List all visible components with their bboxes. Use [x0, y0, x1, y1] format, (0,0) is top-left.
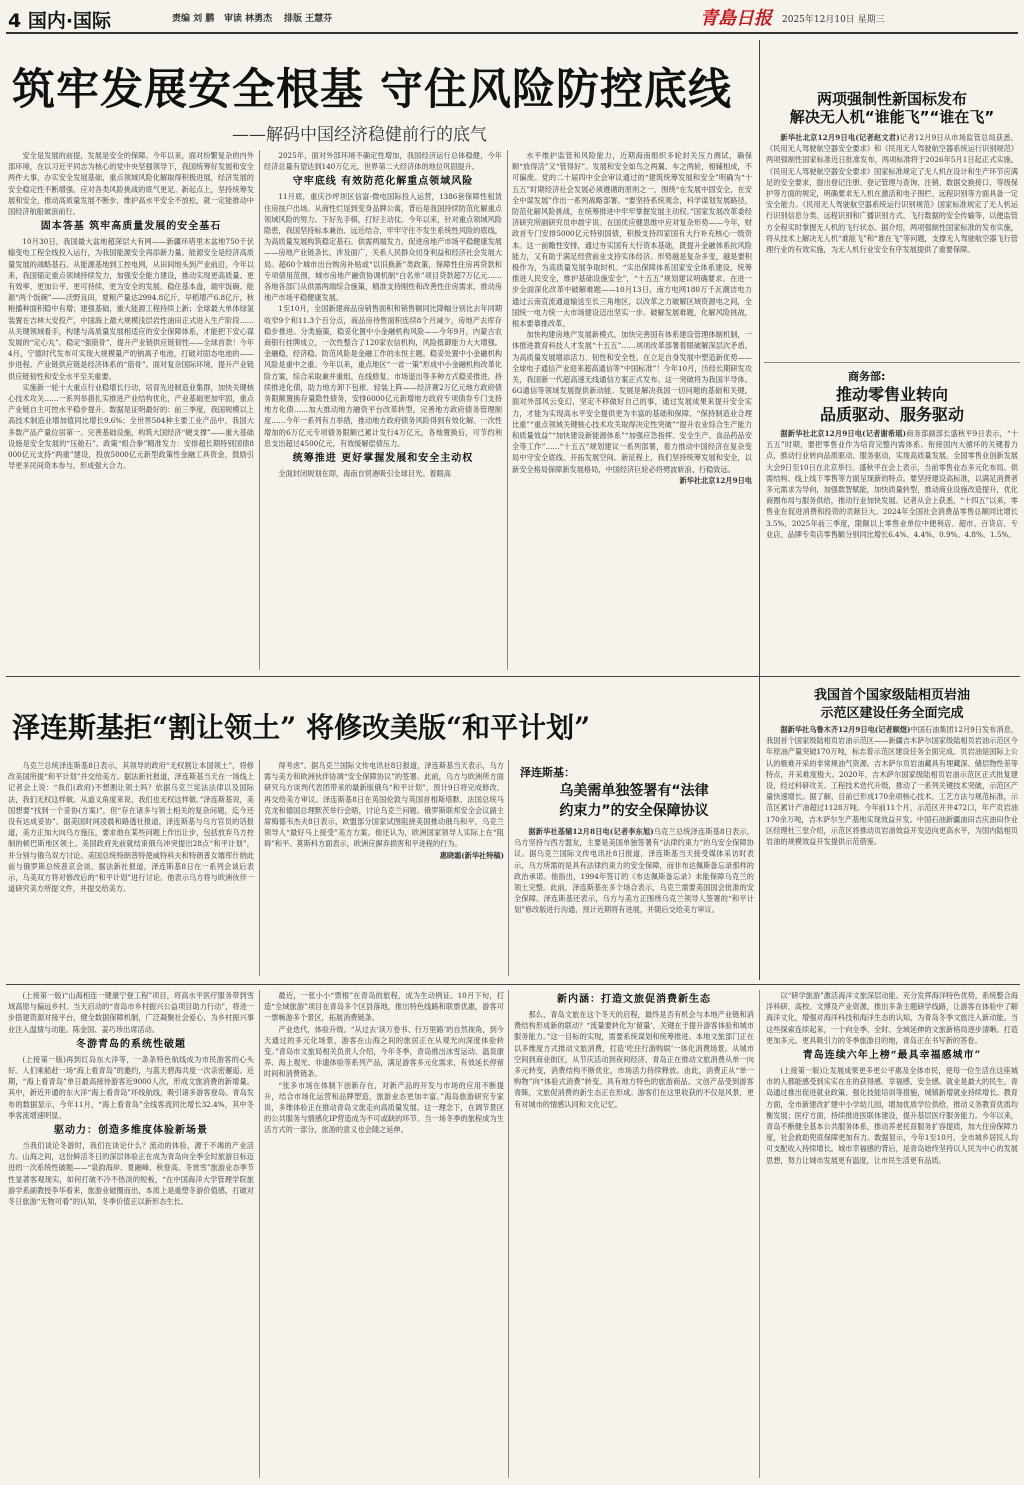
bottom-c2-p3: “张多市场在体制下创新存在，对新产品的开发与市场的应用不断提升，结合市场化运营和品牌塑造，旅游业态更加丰富。”海岛旅游研究专家说，多维体验正在推动青岛文旅走向高质量发展。这一理念下，在调节景区的公共服务与情感化IP营造成为不可或缺的环节。当一场冬季的旅程成为生活方式的一部分，旅游的意义也会随之延伸。: [264, 1080, 504, 1135]
retail-kicker: 商务部:: [848, 370, 886, 383]
zelensky-c1-text: 乌克兰总统泽连斯基8日表示，其领导的政府“无权割让本国领土”，将修改美国所提“和平计划”并交给美方。据法新社报道，泽连斯基当天在一场线上记者会上说：“我们(政府)不想割让领土吗？依据乌克兰宪法法律以及国际法，我们无权这样做。从道义角度来说，我们也无权这样做。”泽连斯基说，美国想要“找到一个妥协(方案)”，但“存在诸多与领土相关的复杂问题，迄今还没有达成妥协”。据美国时间凌晨和路透社报道，泽连斯基与乌方官员的话报道，美方正加大向乌方施压，要求他在某些问题上作出让步，包括放弃乌方控制的顿巴斯地区领土。美国政府先前就结束俄乌冲突提出28点“和平计划”，并分别与俄乌双方讨论。美国总统特朗普特使威特科夫和特朗普女婿库什纳此前与俄罗斯总统普京会谈。据法新社报道，泽连斯基8日在一系列会谈后表示，乌美双方将对修改后的“和平计划”进行讨论。他表示乌方将与欧洲伙伴一道研究美方所提文件，并提交给美方。: [8, 761, 254, 894]
retail-headline-2: 品质驱动、服务驱动: [819, 405, 964, 424]
bottom-c1-p3: 当我们谈论冬游时，我们在谈论什么？流动的体验，源于不竭的产业活力。山海之间，这份鲜活冬日的深层体验正在成为青岛向全季全时旅游目标迈进的一次系统性破题——“泉韵海岸、夏融峰、秋登高、冬赏雪”旅游业态季节性显著客观现实，如何打破不冷不热淡的短板，“在中国海洋大学管理学院旅游学系副教授李华看来，旅游业破圈而出，本质上是重塑冬游价值感，打破对冬日旅游“无物可看”的认知，冬季价值正以新形态生长。: [8, 1141, 254, 1207]
reviewer: 审读 林勇杰: [224, 14, 273, 24]
lead-column-1: [8, 150, 254, 672]
bottom-column-4: [766, 990, 1018, 1480]
shale-oil-body: [766, 724, 1018, 976]
lead-subhead-1: 固本答基 筑牢高质量发展的安全基石: [40, 221, 222, 233]
zelensky-column-2: [264, 760, 504, 978]
lead-signature: 新华社北京12月9日电: [679, 475, 752, 485]
section-divider: [6, 676, 1020, 677]
drone-standard-body: [766, 132, 1018, 358]
col-divider: [259, 990, 260, 1478]
shale-oil-dateline: 据新华社乌鲁木齐12月9日电(记者顾煜): [780, 725, 911, 734]
bottom-c3-p1: 那么，青岛文旅在这个冬天的启程，最终是否有机会与本地产业链和消费结构形成新的联动？“流量要转化为‘留量’，关键在于提升游客体验和城市服务能力。”这一目标的实现，需要系统谋划和统筹推进。本地文旅部门正在以多维度方式推动文旅消费，打造‘吃住行游购娱’一体化消费场景。从城市空间到商业街区，从节庆活动到夜间经济，青岛正在推动文旅消费从单一向多元转变，消费结构不断优化，市场活力持续释放。由此，消费正从“单一购物”向“体验式消费”转变。具有地方特色的旅游商品、文创产品受到游客青睐，文旅促消费的新生态正在形成。游客们在这里收获的不仅是风景，更有对城市的情感认同和文化记忆。: [514, 1010, 754, 1109]
col-divider: [508, 990, 509, 1478]
issue-date: 2025年12月10日: [782, 15, 855, 25]
drone-standard-headline-1: 两项强制性新国标发布: [816, 90, 967, 108]
bottom-subhead-3: 新内涵：打造文旅促消费新生态: [557, 994, 711, 1005]
lead-subhead-3: 统筹推进 更好掌握发展和安全主动权: [292, 453, 474, 465]
col-divider: [507, 150, 508, 670]
bottom-subhead-1: 冬游青岛的系统性破题: [76, 1038, 186, 1050]
drone-standard-text: 记者12月9日从市场监管总局获悉，《民用无人驾驶航空器安全要求》和《民用无人驾驶航空器系统运行识别规范》两项强制性国家标准近日批准发布，两项标准将于2026年5月1日起正式实施。《民用无人驾驶航空器安全要求》国家标准规定了无人机在设计和生产环节应满足的安全要求，提出登记注册、登记管理与查询、注销、数据交换接口、等级保护等方面的规定，明确要求无人机在激活和电子围栏、远程识别等方面具备一定安全能力。《民用无人驾驶航空器系统运行识别规范》国家标准规定了无人机运行识别信息分类、远程识别和广播识别方式、飞行数据的安全传输等，以便监管方全程实时掌握无人机的飞行状态。据介绍，两项强制性国家标准的发布实施，将从技术上解决无人机“谁能飞”和“谁在飞”等问题，支撑无人驾驶航空器飞行管理行业的有效实施，为无人机行业安全有序发展提供了重要保障。: [766, 133, 1018, 255]
lead-c1-p2: 10月30日，我国最大盆地超深层大有网——新疆环塔里木盆地750千伏输变电工程全线投入运行，为我国能源安全再添新力量。能源安全是经济高质量发展的战略基石。从能源基地到工控电网，从田间地头到产业前沿，今年以来，我国锚定重点领域持续发力，加强安全能力建设，推动实现更高质量、更有效率、更加公平、更可持续、更为安全的发展。稳住基本盘，端牢饭碗、能源“两个饭碗”——沃野良田，夏粮产量达2994.8亿斤，早稻增产6.8亿斤，秋粮播种面积稳中有增；建强基础，重大能源工程持续上新；全球最大单体绿氢装置在吉林大安投产，中国海上最大规模浅层岩性油田正式进入生产阶段……从关键领域看手，构建与高质量发展相适应的安全保障体系，才能把下安心谋发展的“定心丸”。稳定“强筋骨”，提升产业链供应链韧性——全球首款！今年4月，宁德时代发布可实现大规模量产的钠离子电池，打破对固态电池的——步进程。产业链供应链是经济体系的“筋骨”。面对复杂国际环境，提升产业链供应链韧性和安全水平至关重要。: [8, 237, 254, 381]
lead-subtitle: ——解码中国经济稳健前行的底气: [232, 125, 487, 145]
lead-headline: 筑牢发展安全根基 守住风险防控底线: [12, 65, 732, 115]
lead-c2-p1: 2025年，面对外部环境不确定性增加，我国经济运行总体稳健，今年经济总量有望达到140万亿元，世界第二大经济体的地位巩固提升。: [264, 151, 502, 172]
col-divider: [759, 990, 760, 1478]
lead-c2-p3: 1至10月，全国新建商品房销售面积和销售额同比降幅分别比去年同期收窄9个和11.3个百分点，商品房待售面积连续8个月减少，房地产去库存稳步推进。分类施策，稳妥化置中小金融机构风险——今年9月，内蒙古农商银行挂牌成立，一次性整合了120家农信机构，风险抵御能力大大增强。金融稳，经济稳。防范风险是金融工作的永恒主题。稳妥处置中小金融机构风险是重中之重。今年以来，重点地区“一省一策”形成中小金融机构改革化险方案，综合采取兼并重组、在线修复、市场退出等多种方式稳妥推进。持续推进化债，助力地方卸下包袱、轻装上阵——经济赛2万亿元地方政府债务限额置换存量隐性债务，安排6000亿元新增地方政府专项债券专门支持地方化债……加大推动地方融资平台改革转型，完善地方政府债务管理制度……今年一系列有力举措，推动地方政府债务风险得到有效化解。一次性增加的6万亿元专项债务限额已累计发行4万亿元，各地置换后，可节约利息支出超过4500亿元，有效缓解偿债压力。: [264, 304, 502, 448]
lead-c3-p1: 水平维护监管和风险能力，近期海南组织多轮封关压力测试，确保顺“放得活”又“管得好”。发展和安全如鸟之两翼、车之两轮，相辅相成，不可偏废。党的二十届四中全会审议通过的“建筑统筹发展和安全”明确为“十五五”时期经济社会发展必须遵循的原则之一，围绕“在发展中固安全，在安全中谋发展”作出一系列战略部署。“要坚持系统观念，科学谋划发展路径，防范化解风险挑战，在统筹推进中牢牢掌握发展主动权。”国家发展改革委经济研究所副研究员申晨宇说。在国优应健思维中应对复杂形势——今年，财政首专门安排5000亿元特别国债，积极支持四家国有大行补充核心一级资本。这一前瞻性安排，通过夯实国有大行资本基础，既提升金融体系抗风险能力，又有助于满足经营前业支持实体经济。形势越是复杂多变，越是要积极作为，为高质量发展争取时机。“实出保障体系国家安全体系建设，统筹推进人民安全，维护基础设施安全”，“十五五”规划建议明确要求。在进一步全面深化改革中破解难题——10月13日，南方电网180万千瓦潮洁电力通过云南直流通道输送至长三角地区，以改革之力破解区域资源电之间，全国统一电力统一大市场建设迈出坚实一步。破解发展难题，化解风险挑战，根本要靠推改革。: [512, 151, 752, 329]
section-divider: [764, 362, 1020, 363]
drone-standard-headline-2: 解决无人机“谁能飞”“谁在飞”: [789, 108, 995, 126]
lead-c2-p4: 全面封闭规划在即，海南自贸港吸引全球目光。着眼高: [278, 469, 451, 479]
lead-column-3: [512, 150, 752, 672]
security-dateline: 据新华社基辅12月8日电(记者李东旭): [528, 827, 654, 836]
duty-editor: 责编 刘 鹏: [172, 14, 215, 24]
page-number-section: 4 国内·国际: [8, 10, 112, 32]
bottom-c2-p2: 产业迭代，体验升级。“从过去‘读万卷书、行万里路’的自然视角，到今天通过的多元化场景，游客在山海之间的旅居正在从观光向深度体验转变。”青岛市文旅局相关负责人介绍，今年冬季，青岛推出冰雪运动、温泉康养、海上观光、非遗体验等系列产品，满足游客多元化需求，有效延长停留时间和消费链条。: [264, 1024, 504, 1079]
zelensky-signature: 惠晓霜(新华社特稿): [439, 850, 504, 860]
drone-standard-dateline: 新华社北京12月9日电(记者赵文君): [780, 133, 900, 142]
lead-c1-p1: 安全是发展的前提，发展是安全的保障。今年以来，面对纷繁复杂的内外部环境，在以习近平同志为核心的党中央坚强领导下，我国统筹好发展和安全两件大事，办实安全发展基础，重点领域风险化解取得积极进展，经济发展的安全稳定性不断增强，应对各类风险挑战的底气更足。新起点上，坚持统筹发展和安全，推动高质量发展不断步，维护高水平安全不放松，就一定能推动中国经济航船破浪前行。: [8, 151, 254, 217]
retail-headline-1: 推动零售业转向: [835, 385, 948, 404]
bottom-c4-p1: 以“研学旅游”激活海洋文旅深层动能。充分发挥海洋特色优势，系统整合海洋科研、高校、文博及产业资源，推出多条主题研学线路，让游客在体验中了解海洋文化，增强对海洋科技和海洋生态的认知，为青岛冬季文旅注入新动能。当这些探索连续起来，一个向全季、全时、全域延伸的文旅新格局逐步清晰。打造更加多元、更具吸引力的冬季旅游目的地，青岛正在书写新的答卷。: [766, 991, 1018, 1045]
section-divider: [6, 984, 1020, 985]
bottom-c1-p2: (上接第一版)再到红岛东大洋等，一条条特色航线成为市民游客的心头好。人们乘船赶一场“海上看青岛”的邀约，与蓝天碧海共度一次亲密邂逅。近期，“海上看青岛”单日最高接待游客近9000人次，形成文旅消费的新增量。其中，新近开通的东大洋“海上看青岛”环线航线，吸引诸多游客登岛。青岛发布的数据显示，今年11月，“海上看青岛”全线客流同比增长32.4%，其中冬季客流增速明显。: [8, 1054, 254, 1120]
newspaper-logo: 青島日报: [700, 8, 772, 29]
zelensky-headline: 泽连斯基拒“割让领土” 将修改美版“和平计划”: [12, 711, 591, 744]
security-kicker: 泽连斯基：: [520, 766, 575, 779]
bottom-column-3: [514, 990, 754, 1480]
security-headline-2: 约束力”的安全保障协议: [559, 803, 709, 819]
layout-editor: 排版 王慧芬: [284, 14, 333, 24]
security-body: [514, 826, 754, 976]
lead-column-2: [264, 150, 502, 672]
shale-oil-headline-2: 示范区建设任务全面完成: [820, 706, 964, 721]
zelensky-c2-text: 得考虑”。据乌克兰国际文传电讯社8日报道，泽连斯基当天表示，乌方需与美方和欧洲伙伴协调“安全保障协议”的签署。此前，乌方与欧洲所方面研究乌方谈判代表团带来的最新版俄乌“和平计划”，预计9日将完成修改，再交给美方审议。泽连斯基8日在英国伦敦与英国首相斯塔默、法国总统马克龙和德国总理默茨举行会晤，讨论乌克兰问题。俄罗斯联邦安全会议副主席梅德韦杰夫8日表示，欧盟部分国家试图阻挠美国推动俄乌和平，乌克兰领导人“最好马上接受”美方方案。他还认为，欧洲国家领导人实际上在“阻碍”和平。莫斯科方面表示，欧洲应摒弃损害和平进程的行为。: [264, 761, 504, 849]
col-divider: [759, 40, 760, 980]
lead-subhead-2: 守牢底线 有效防范化解重点领域风险: [292, 176, 474, 188]
bottom-column-1: [8, 990, 254, 1480]
lead-c2-p2: 11月底，重庆沙坪坝区信富·微电国际投入运营，1386套保障性租赁住房按户出场。从商性烂尾到变身品牌公寓，背后是我国持续防范化解重点领域风险的努力。下好先手棋，打好主动仗。今年以来，针对重点领域风险隐患，我国坚持标本兼治、远近结合，牢牢守住不发生系统性风险的底线，为高质量发展构筑稳定基石。供需两端发力，促进房地产市场平稳健康发展——房地产业链条长、涉及面广，关系人民群众切身利益和经济社会发展大局。超60个城市出台购房补贴或“以旧换新”类政策，保障性住房再贷款和专项债用范围，城市房地产融资协调机制“白名单”项目贷款超7万亿元……各地各部门从供需两端综合施策，精准支持刚性和改善性住房需求，推动房地产市场平稳健康发展。: [264, 192, 502, 303]
shale-oil-text: 中国石油集团12月9日发布消息，我国首个国家级陆相页岩油示范区——新疆吉木萨尔国家级陆相页岩油示范区今年原油产量突破170万吨，标志着示范区建设任务全面完成。页岩油是国际上公认的极难开采的非常规油气资源。吉木萨尔页岩油藏具有埋藏深、储层物性差等特点，开采难度极大。2020年，吉木萨尔国家级陆相页岩油示范区正式批复建设，经过科研攻关、工程技术迭代升级，推动了一系列关键技术突破，示范区产量快速增长。据了解，目前已形成170余项核心技术、工艺方法与规范标准，示范区累计产油超过1128万吨。今年前11个月，示范区开井472口，年产页岩油170余万吨，吉木萨尔生产基地实现效益开发。中国石油新疆油田吉庆油田作业区经理杜三堂介绍，示范区将推动页岩油效益开发迈向更高水平，为国内陆相页岩油的规模效益开发提供示范借鉴。: [766, 725, 1018, 847]
lead-c3-p2: 加快构建房地产发展新模式，加快完善国有体系建设管理体制机制，一体推进教育科技人才发展“十五五”……项项改革部署着眼破解深层次矛盾，为高质量发展增添活力、韧性和安全性。在立足自身发展中塑造新优势——全球电子通信产业迎来超高通信等“中国标准”！今年10月，历经长期研发攻关，我国新一代超高速无线通信方案正式发布。这一突破将为我国半导体、6G通信等领域发展提供新动能。发展是解决我国一切问题的基础和关键。面对外部风云变幻，坚定不移做好自己的事，通过发展成果来提升安全实力，才能为实现高水平安全提供更为丰富的基础和保障。“保持制造业合理比重”“重点领域关键核心技术攻关取得决定性突破”“提升农业综合生产能力和质量效益”“加快建设新能源体系”“加强应急指挥、安全生产、食品药品安全等工作”……“十五五”规划建议一系列部署，着力推动中国经济在复杂变局中守安全底线、开拓发展空间。新征程上，我们坚持统筹发展和安全，以新安全格局保障新发展格局，中国经济巨轮必将劈波斩浪、行稳致远。: [512, 330, 752, 474]
header-rule: [6, 32, 1018, 34]
col-divider: [259, 150, 260, 670]
lead-c1-p3: 实施新一轮十大重点行业稳增长行动，培育先进制造业集群，加快关键核心技术攻关……一系列举措扎实推进产业结构优化，产业基础更加牢固，重点产业链自主可控水平稳步提升。数据是证明最好的：前三季度，我国规模以上高技术制造业增加值同比增长9.6%；全世界504种主要工业产品中，我国大多数产品产量位居第一。完善基础设施，构筑大国经济“硬支撑”——重大基础设施是安全发展的“压舱石”。政策“组合拳”精准发力：安排超长期特别国债8000亿元支持“两重”建设，投放5000亿元新型政策性金融工具资金，鼓励引导更多民间资本参与，形成强大合力。: [8, 382, 254, 471]
col-divider: [508, 760, 509, 976]
bottom-subhead-4: 青岛连续六年上榜“最具幸福感城市”: [802, 1050, 982, 1062]
retail-body: [766, 428, 1018, 670]
security-text: 乌克兰总统泽连斯基8日表示，乌方坚持与西方盟友，主要是美国单独签署有“法律约束力”的乌安全保障协议。据乌克兰国际文传电讯社8日报道，泽连斯基当天接受媒体采访时表示，乌方所需的是具有法律约束力的安全保障，而非布达佩斯备忘录那样的政治承诺。他指出，1994年签订的《布达佩斯备忘录》未能保障乌克兰的领土完整。此前，泽连斯基在多个场合表示，乌克兰需要美国国会批准的安全保障。泽连斯基还表示，乌方与美方正围绕乌克兰领导人签署的“和平计划”修改版进行沟通，预计近期将有进展，并随后交给美方审议。: [514, 827, 754, 915]
zelensky-column-1: [8, 760, 254, 978]
col-divider: [259, 760, 260, 976]
retail-text: 商务部副部长盛秋平9日表示，“十五五”时期，要把零售业作为培育完整内需体系、衔接国内大循环的关键着力点，推动行业转向品质驱动、服务驱动，实现高质量发展。全国零售业创新发展大会9日至10日在北京举行。盛秋平在会上表示，当前零售业态多元化布局、供需结构、线上线下零售等方面呈现新的特点。要坚持建设高标准，以满足消费者多元需求为导向，加强数智赋能，加快质量转型，推动商业设施改造提升，优化商圈布局与服务供给，推动行业加快发展。记者从会上获悉，“十四五”以来，零售业在促进消费和投资的贡献巨大。2024年全国社会消费品零售总额同比增长3.5%，2025年前三季度，限额以上零售业单位中便利店、超市、百货店、专业店、品牌专卖店零售额分别同比增长6.4%、4.4%、0.9%、4.8%、1.5%。: [766, 429, 1018, 539]
bottom-c1-p1: (上接第一版)“山海相连一键康宁登工程”项目，将高水平医疗服务带到雪域高原与偏远乡村。当天启动的“青岛市乡村振兴公益项目助力行动”，将进一步搭建资源对接平台，健全数据保障机制，广泛凝聚社会爱心，为乡村振兴事业注入温情与动能。陈金国、姜巧珍出席活动。: [8, 991, 254, 1034]
shale-oil-headline-1: 我国首个国家级陆相页岩油: [813, 688, 970, 703]
bottom-subhead-2: 驱动力：创造多维度体验新场景: [54, 1125, 208, 1137]
bottom-c4-p2: (上接第一版)让发展成果更多更公平惠及全体市民，使每一位生活在这座城市的人都能感受到实实在在的获得感、幸福感、安全感。就业是最大的民生，青岛通过推出促进就业政策、强化技能培训等措施，城镇新增就业持续增长。教育方面，全市新建改扩建中小学幼儿园，增加优质学位供给，推动义务教育优质均衡发展；医疗方面，持续推进医联体建设，提升基层医疗服务能力。今年以来，青岛不断健全基本公共服务体系，推动养老托育服务扩容提质，加大住房保障力度，社会救助兜底保障更加有力。数据显示，今年1至10月，全市城乡居民人均可支配收入持续增长。城市幸福感的背后，是青岛始终坚持以人民为中心的发展思想，努力让城市发展更有温度，让市民生活更有品质。: [766, 1066, 1018, 1165]
date-line: [782, 12, 885, 25]
retail-dateline: 据新华社北京12月9日电(记者谢希瑶): [780, 429, 907, 438]
bottom-column-2: [264, 990, 504, 1480]
bottom-c2-p1: 最近，一张小小“票根”在青岛的旅程，成为生动例证。10月下旬，打造“全域旅游”项目在青岛多个区县落地，推出特色线路和联票优惠，游客可一票畅游多个景区，拓展消费链条。: [264, 991, 504, 1023]
security-headline-1: 乌美需单独签署有“法律: [559, 783, 709, 799]
weekday: 星期三: [857, 15, 885, 25]
